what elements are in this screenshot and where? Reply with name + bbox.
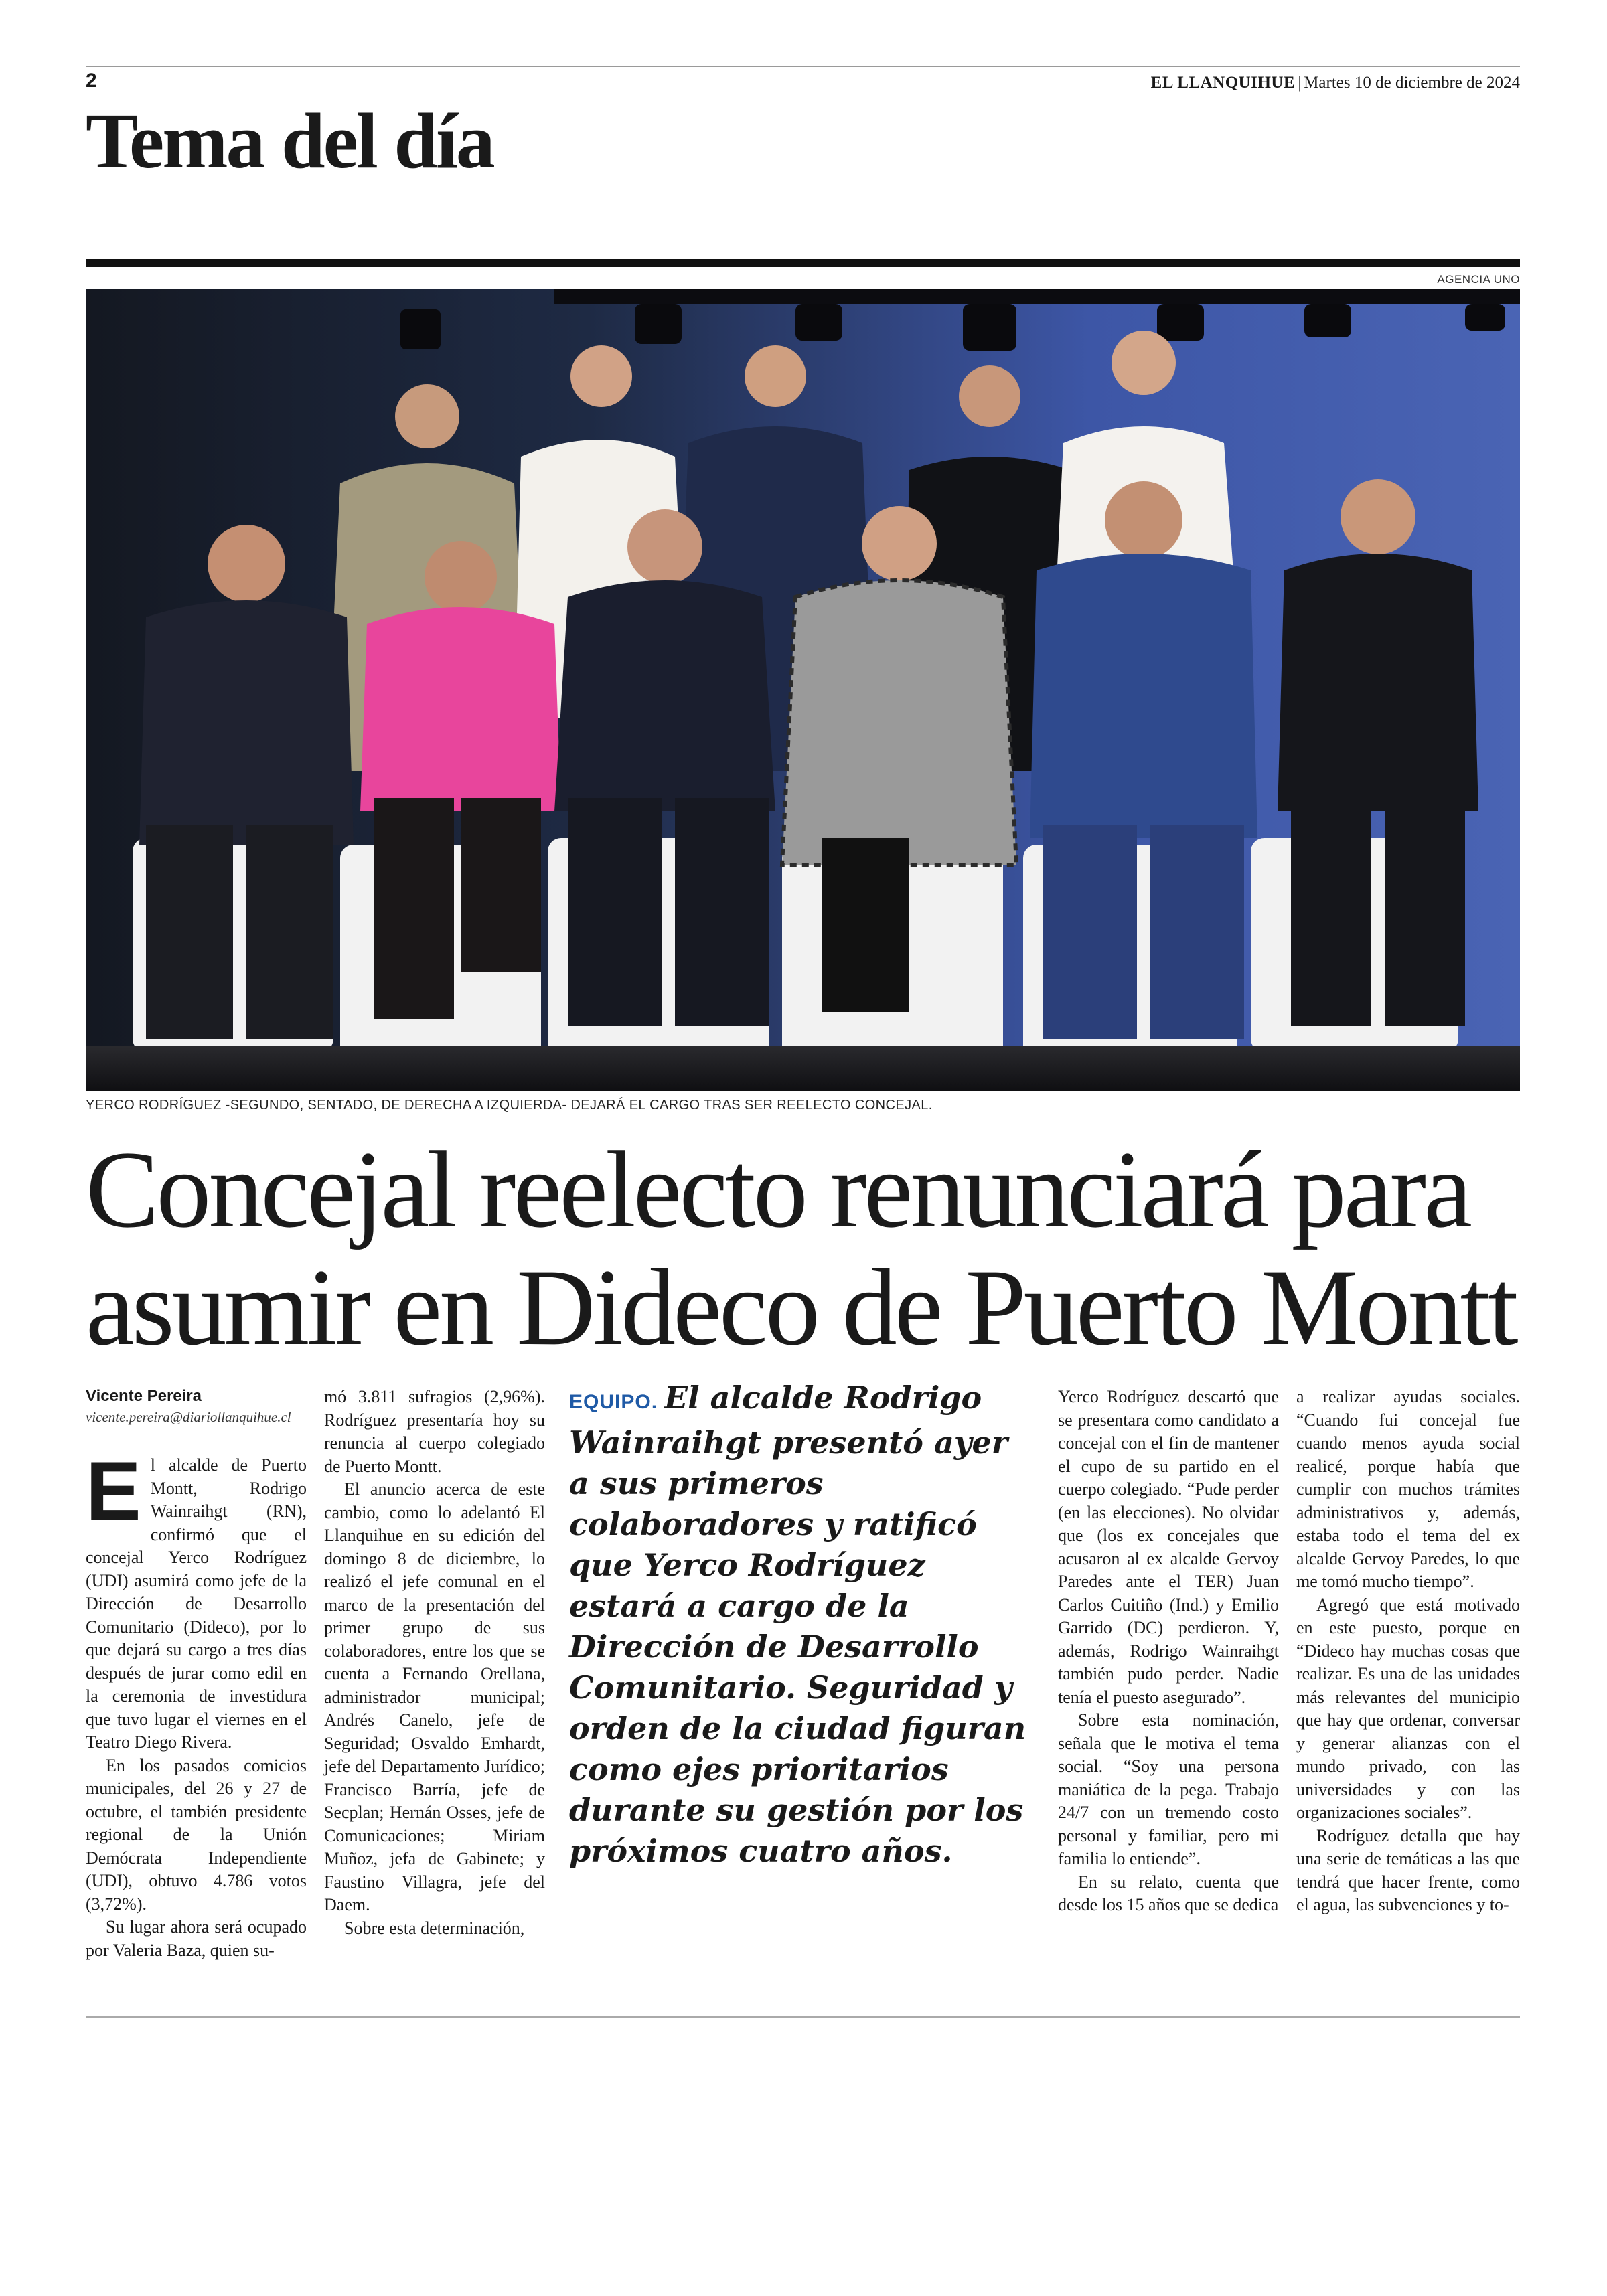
- headline: [86, 1131, 1520, 1367]
- paragraph: En los pasados comicios municipales, del 26 y 27 de octubre, el también presidente regional de la Unión Demócrata Independiente (UDI), obtuvo 4.786 votos (3,72%).: [86, 1755, 307, 1914]
- paragraph: El anuncio acerca de este cambio, como lo adelantó El Llanquihue en su edición del domingo 8 de diciembre, lo realizó el jefe comunal en el marco de la presentación del primer grupo de sus colaboradores, entre los que se cuenta a Fernando Orellana, administrador municipal; Andrés Canelo, jefe de Seguridad; Osvaldo Emhardt, jefe del Departamento Jurídico; Francisco Barría, jefe de Secplan; Hernán Osses, jefe de Comunicaciones; Miriam Muñoz, jefa de Gabinete; y Faustino Villagra, jefe del Daem.: [324, 1479, 545, 1914]
- top-rule: [86, 66, 1520, 67]
- lead-text: El alcalde Rodrigo Wainraihgt presentó ayer a sus primeros colaboradores y ratificó que Yerco Rodríguez estará a cargo de la Dirección de Desarrollo Comunitario. Seguridad y orden de la ciudad figuran como ejes prioritarios durante su gestión por los próximos cuatro años.: [569, 1380, 1026, 1869]
- paragraph: mó 3.811 sufragios (2,96%). Rodríguez presentaría hoy su renuncia al cuerpo colegiado de Puerto Montt.: [324, 1387, 545, 1476]
- paragraph: Yerco Rodríguez descartó que se presentara como candidato a concejal con el fin de mantener el cupo de su partido en el cuerpo colegiado. “Pude perder (en las elecciones). No olvidar que (los ex concejales que acusaron al ex alcalde Gervoy Paredes ante el TER) Juan Carlos Cuitiño (Ind.) y Emilio Garrido (DC) perdieron. Y, además, Rodrigo Wainraihgt también pudo perder. Nadie tenía el puesto asegurado”.: [1058, 1387, 1279, 1707]
- issue-date: Martes 10 de diciembre de 2024: [1304, 74, 1520, 92]
- article-column-1: [86, 1386, 307, 1962]
- paragraph: Rodríguez detalla que hay una serie de temáticas a las que tendrá que hacer frente, como el agua, las subvenciones y to-: [1296, 1825, 1520, 1914]
- paragraph: Sobre esta determinación,: [344, 1918, 525, 1938]
- article-column-2: [324, 1386, 545, 1940]
- section-rule: [86, 259, 1520, 267]
- group-photo: [86, 289, 1520, 1091]
- group-photo-illustration: [86, 289, 1520, 1091]
- newspaper-name: EL LLANQUIHUE: [1150, 74, 1296, 92]
- paragraph: Su lugar ahora será ocupado por Valeria Baza, quien su-: [86, 1917, 307, 1960]
- bottom-rule: [86, 2016, 1520, 2018]
- photo-credit: AGENCIA UNO: [1437, 273, 1520, 286]
- author-name: Vicente Pereira: [86, 1387, 202, 1405]
- masthead-separator: |: [1298, 74, 1302, 92]
- section-title: Tema del día: [86, 97, 493, 185]
- article-column-4: [1058, 1386, 1279, 1917]
- page-number: 2: [86, 70, 97, 92]
- headline-line-2: asumir en Dideco de Puerto Montt: [86, 1247, 1516, 1368]
- author-email[interactable]: vicente.pereira@diariollanquihue.cl: [86, 1409, 291, 1425]
- paragraph: En su relato, cuenta que desde los 15 años que se dedica: [1058, 1872, 1279, 1914]
- headline-line-1: Concejal reelecto renunciará para: [86, 1129, 1470, 1250]
- paragraph: Agregó que está motivado en este puesto, porque en “Dideco hay muchas cosas que realizar. Es una de las unidades más relevantes del municipio que hay que ordenar, conversar y generar alianzas con el mundo privado, con las universidades y con las organizaciones sociales”.: [1296, 1594, 1520, 1822]
- photo-caption: YERCO RODRÍGUEZ -SEGUNDO, SENTADO, DE DERECHA A IZQUIERDA- DEJARÁ EL CARGO TRAS SER REELECTO CONCEJAL.: [86, 1098, 933, 1113]
- paragraph: a realizar ayudas sociales. “Cuando fui concejal fue cuando menos ayuda social realicé, porque había que cumplir con muchos trámites administrativos y, además, estaba todo el tema del ex alcalde Gervoy Paredes, lo que me tomó mucho tiempo”.: [1296, 1387, 1520, 1591]
- masthead: [1151, 74, 1520, 92]
- article-lead: [569, 1378, 1038, 1872]
- lead-kicker: EQUIPO.: [569, 1391, 658, 1413]
- article-column-5: [1296, 1386, 1520, 1917]
- drop-cap: E: [86, 1445, 141, 1538]
- paragraph: El alcalde de Puerto Montt, Rodrigo Wainraihgt (RN), confirmó que el concejal Yerco Rodríguez (UDI) asumirá como jefe de la Dirección de Desarrollo Comunitario (Dideco), por lo que dejará su cargo a tres días después de jurar como edil en la ceremonia de investidura que tuvo lugar el viernes en el Teatro Diego Rivera.: [86, 1445, 307, 1752]
- paragraph: Sobre esta nominación, señala que le motiva el tema social. “Soy una persona maniática de la pega. Trabajo 24/7 con un tremendo costo personal y familiar, pero mi familia lo entiende”.: [1058, 1710, 1279, 1868]
